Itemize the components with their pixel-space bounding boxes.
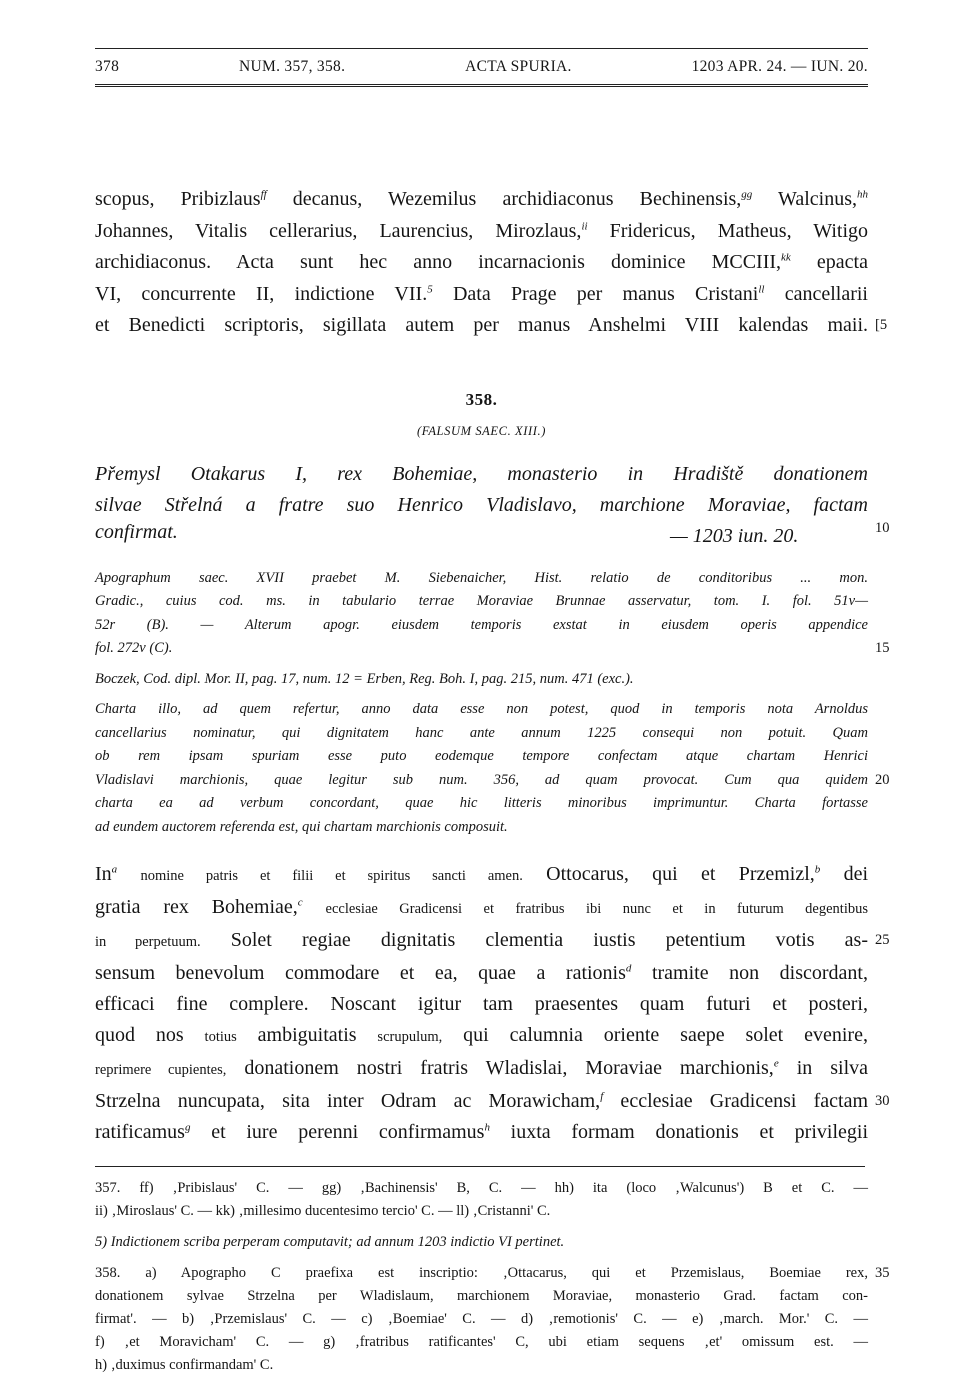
apparatus-line: cancellarius nominatur, qui dignitatem hanc ante annum 1225 consequi non potuit. Quam xyxy=(95,724,868,741)
text-line: Johannes, Vitalis cellerarius, Laurencius, Mirozlaus,$^{ii}$ Fridericus, Matheus, Witigo xyxy=(95,219,869,242)
footnote-line: h) ‚duximus confirmandam' C. xyxy=(95,1357,274,1373)
line-number: [5 xyxy=(875,317,888,333)
apparatus-line: Boczek, Cod. dipl. Mor. II, pag. 17, num. 12 = Erben, Reg. Boh. I, pag. 215, num. 471 (exc.). xyxy=(95,670,634,687)
footnotes-358 xyxy=(95,1262,890,1377)
apparatus-block xyxy=(95,668,868,692)
footnote-line: donationem sylvae Strzelna per Wladislaum, marchionem Moraviae, monasterio Grad. factam con- xyxy=(95,1288,868,1304)
apparatus-line: Vladislavi marchionis, quae legitur sub num. 356, ad quam provocat. Cum qua quidem 20 xyxy=(95,769,868,793)
charter-line: gratia rex Bohemiae,$^c$ ecclesiae Gradicensi et fratribus ibi nunc et in futurum degentibus xyxy=(95,896,869,918)
apparatus-line: 52r (B). — Alterum apogr. eiusdem temporis exstat in eiusdem operis appendice xyxy=(95,616,868,633)
line-number: 35 xyxy=(875,1265,890,1281)
charter-line: ratificamus$^g$ et iure perenni confirmamus$^h$ iuxta formam donationis et privilegii xyxy=(95,1121,868,1143)
header-top-rule xyxy=(95,48,868,49)
regest-line: silvae Střelná a fratre suo Henrico Vladislavo, marchione Moraviae, factam xyxy=(95,493,868,516)
charter-line: In$^a$ nomine patris et filii et spiritus sancti amen. Ottocarus, qui et Przemizl,$^b$ dei xyxy=(95,863,869,885)
charter-line: reprimere cupientes, donationem nostri fratris Wladislai, Moraviae marchionis,$^e$ in silva xyxy=(95,1057,869,1079)
footnote-line: 357. ff) ‚Pribislaus' C. — gg) ‚Bachinensis' B, C. — hh) ita (loco ‚Walcunus') B et C. — xyxy=(95,1180,868,1196)
charter-line: in perpetuum. Solet regiae dignitatis clementia iustis petentium votis as- 25 xyxy=(95,925,868,958)
text-line: archidiaconus. Acta sunt hec anno incarnacionis dominice MCCIII,$^{kk}$ epacta xyxy=(95,251,868,273)
apparatus-line: Charta illo, ad quem refertur, anno data esse non potest, quod in temporis nota Arnoldus xyxy=(95,701,868,717)
charter-line: efficaci fine complere. Noscant igitur tam praesentes quam futuri et posteri, xyxy=(95,993,868,1015)
line-number: 15 xyxy=(875,640,890,656)
date-range: 1203 APR. 24. — IUN. 20. xyxy=(691,58,868,75)
text-line: VI, concurrente II, indictione VII.$^5$ Data Prage per manus Cristani$^{ll}$ cancellarii xyxy=(95,282,868,305)
regest-last: confirmat. xyxy=(95,520,178,543)
doc-numbers: NUM. 357, 358. xyxy=(239,58,346,75)
header-bottom-rule xyxy=(95,84,868,87)
apparatus-line: Apographum saec. XVII praebet M. Siebenaicher, Hist. relatio de conditoribus ... mon. xyxy=(95,569,868,586)
regest xyxy=(95,459,890,549)
footnote-rule xyxy=(95,1166,865,1167)
footnotes-357 xyxy=(95,1177,868,1223)
footnote-line: firmat'. — b) ‚Przemislaus' C. — c) ‚Boemiae' C. — d) ‚remotionis' C. — e) ‚march. Mor.' C. — xyxy=(95,1311,868,1327)
charter-line: sensum benevolum commodare et ea, quae a rationis$^d$ tramite non discordant, xyxy=(95,962,868,984)
footnote-5: 5) Indictionem scriba perperam computavit; ad annum 1203 indictio VI pertinet. xyxy=(95,1234,565,1250)
footnote-line: f) ‚et Moravicham' C. — g) ‚fratribus ratificantes' C, ubi etiam sequens ‚et' omissum est. — xyxy=(95,1334,868,1350)
doc-357-ending xyxy=(95,184,888,342)
apparatus-block xyxy=(95,567,890,661)
page-number: 378 xyxy=(95,58,120,75)
line-number: 30 xyxy=(875,1093,890,1109)
apparatus-line: fol. 272v (C). 15 xyxy=(95,637,868,661)
footnotes xyxy=(95,1166,890,1377)
doc-358-number: 358. xyxy=(465,389,498,409)
apparatus-line: ad eundem auctorem referenda est, qui chartam marchionis composuit. xyxy=(95,818,508,835)
running-header xyxy=(95,48,868,84)
apparatus-line: Gradic., cuius cod. ms. in tabulario terrae Moraviae Brunnae asservatur, tom. I. fol. 51v— xyxy=(95,593,868,609)
series-title: ACTA SPURIA. xyxy=(465,58,572,75)
charter-text xyxy=(95,859,890,1148)
line-number: 20 xyxy=(875,771,890,788)
text-line: scopus, Pribizlaus$^{ff}$ decanus, Wezemilus archidiaconus Bechinensis,$^{gg}$ Walcinus,$^{hh}$ xyxy=(95,188,868,210)
line-number: 10 xyxy=(875,519,890,536)
text-line: et Benedicti scriptoris, sigillata autem per manus Anshelmi VIII kalendas maii. [5 xyxy=(95,310,868,342)
document-page xyxy=(95,48,890,1385)
charter-line: quod nos totius ambiguitatis scrupulum, qui calumnia oriente saepe solet evenire, xyxy=(95,1024,868,1046)
footnote-line: ii) ‚Miroslaus' C. — kk) ‚millesimo ducentesimo tercio' C. — ll) ‚Cristanni' C. xyxy=(95,1203,551,1219)
falsum-note: (FALSUM SAEC. XIII.) xyxy=(416,423,547,438)
apparatus-block xyxy=(95,698,890,839)
charter-line: Strzelna nuncupata, sita inter Odram ac Morawicham,$^f$ ecclesiae Gradicensi factam 30 xyxy=(95,1086,868,1117)
apparatus xyxy=(95,567,890,840)
line-number: 25 xyxy=(875,932,890,948)
regest-dateline xyxy=(95,519,890,549)
footnote-line: 358. a) Apographo C praefixa est inscriptio: ‚Ottacarus, qui et Przemislaus, Boemiae rex, 35 xyxy=(95,1262,868,1285)
apparatus-line: charta ea ad verbum concordant, quae hic litteris minoribus imprimuntur. Charta fortasse xyxy=(95,795,868,811)
apparatus-line: ob rem ipsam spuriam esse puto eodemque tempore confectam atque chartam Henrici xyxy=(95,748,868,764)
charter-date: — 1203 iun. 20. xyxy=(670,524,799,547)
regest-line: Přemysl Otakarus I, rex Bohemiae, monasterio in Hradiště donationem xyxy=(95,462,868,485)
